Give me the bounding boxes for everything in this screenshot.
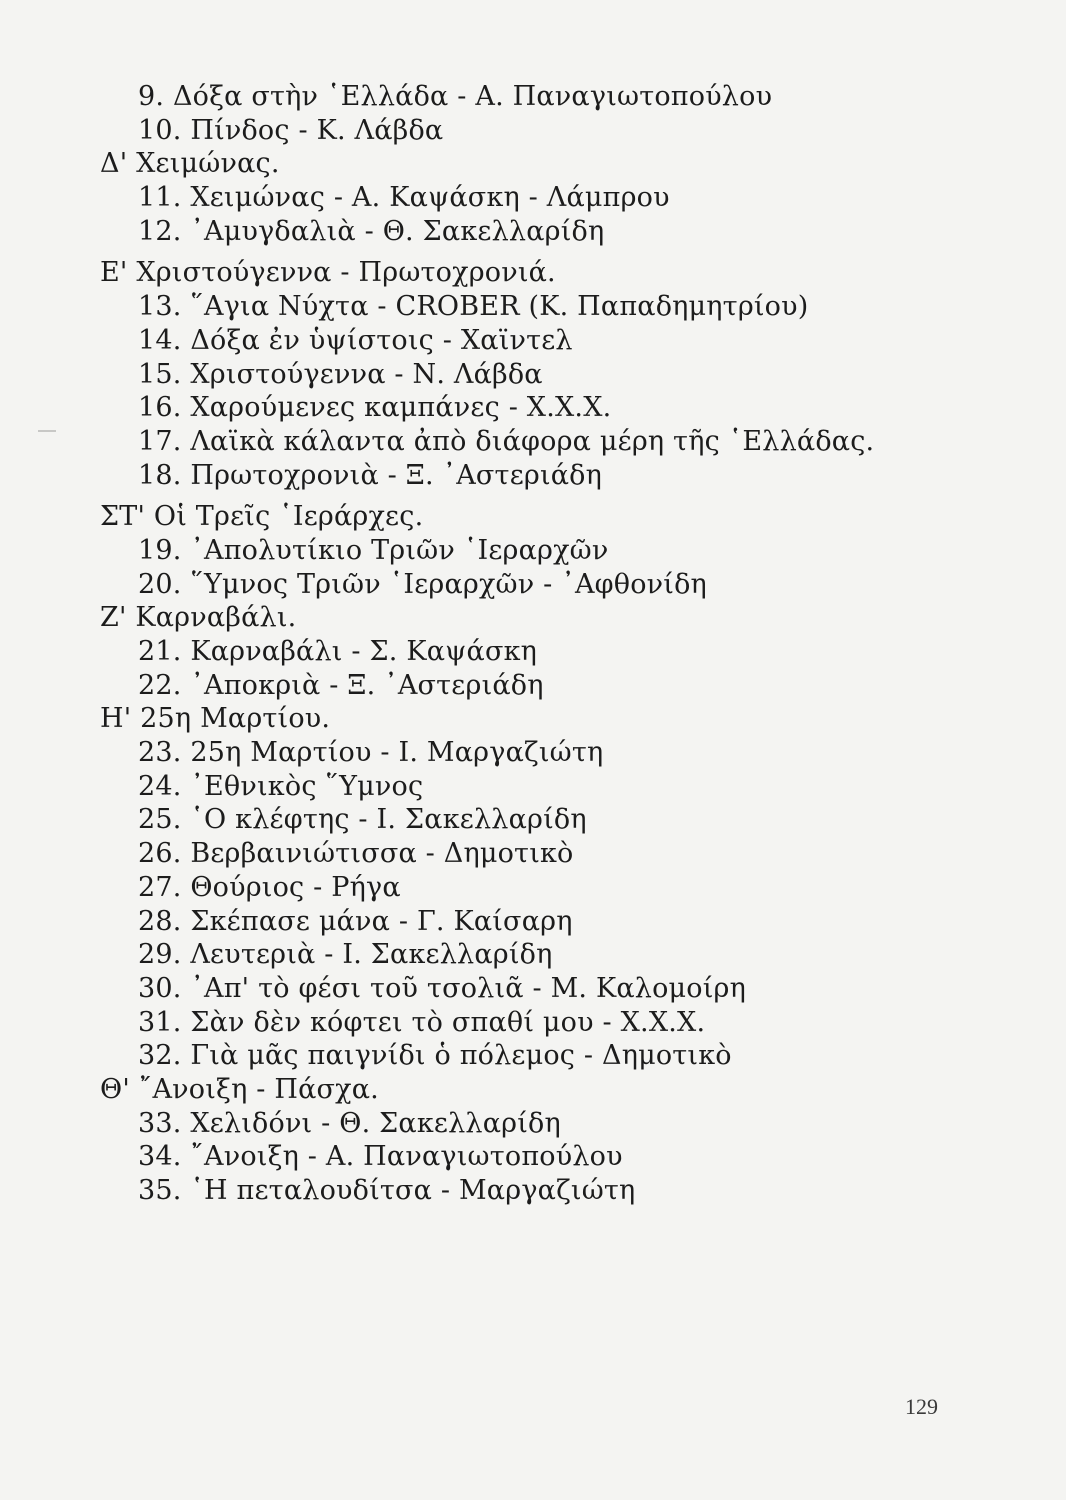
page-number: 129 (905, 1394, 938, 1419)
list-item: 25. ῾Ο κλέφτης - Ι. Σακελλαρίδη (138, 804, 587, 836)
list-item: 26. Βερβαινιώτισσα - Δημοτικὸ (138, 838, 574, 870)
list-item: 16. Χαρούμενες καμπάνες - Χ.Χ.Χ. (138, 392, 612, 424)
list-item: 14. Δόξα ἐν ὑψίστοις - Χαϊντελ (138, 324, 573, 356)
list-item: 32. Γιὰ μᾶς παιγνίδι ὁ πόλεμος - Δημοτικὸ (138, 1040, 732, 1072)
list-item: 34. ῎Ανοιξη - Α. Παναγιωτοπούλου (138, 1141, 623, 1173)
list-item: 10. Πίνδος - Κ. Λάβδα (138, 114, 444, 146)
list-item: 30. ᾿Απ' τὸ φέσι τοῦ τσολιᾶ - Μ. Καλομοίρη (138, 972, 746, 1004)
list-item: 31. Σὰν δὲν κόφτει τὸ σπαθί μου - Χ.Χ.Χ. (138, 1006, 706, 1038)
section-heading: Θ' ῎Ανοιξη - Πάσχα. (100, 1073, 379, 1105)
list-item: 24. ᾿Εθνικὸς ῞Υμνος (138, 770, 424, 802)
list-item: 11. Χειμώνας - Α. Καψάσκη - Λάμπρου (138, 182, 670, 214)
list-item: 27. Θούριος - Ρήγα (138, 871, 401, 903)
list-item: 21. Καρναβάλι - Σ. Καψάσκη (138, 636, 538, 667)
section-heading: ΣΤ' Οἱ Τρεῖς ῾Ιεράρχες. (100, 501, 424, 533)
list-item: 22. ᾿Αποκριὰ - Ξ. ᾿Αστεριάδη (138, 669, 544, 701)
list-item: 9. Δόξα στὴν ῾Ελλάδα - Α. Παναγιωτοπούλου (138, 81, 773, 112)
list-item: 19. ᾿Απολυτίκιο Τριῶν ῾Ιεραρχῶν (138, 534, 609, 566)
list-item: 20. ῞Υμνος Τριῶν ῾Ιεραρχῶν - ᾿Αφθονίδη (138, 568, 707, 600)
section-heading: Ε' Χριστούγεννα - Πρωτοχρονιά. (100, 257, 556, 289)
list-item: 35. ῾Η πεταλουδίτσα - Μαργαζιώτη (138, 1175, 636, 1206)
list-item: 29. Λευτεριὰ - Ι. Σακελλαρίδη (138, 939, 553, 971)
list-item: 23. 25η Μαρτίου - Ι. Μαργαζιώτη (138, 737, 604, 769)
margin-mark (38, 430, 56, 432)
section-heading: Δ' Χειμώνας. (100, 148, 280, 180)
section-heading: Ζ' Καρναβάλι. (100, 602, 297, 634)
song-list (100, 80, 960, 1208)
list-item: 12. ᾿Αμυγδαλιὰ - Θ. Σακελλαρίδη (138, 215, 605, 247)
list-item: 17. Λαϊκὰ κάλαντα ἀπὸ διάφορα μέρη τῆς ῾Ελλάδας. (138, 425, 875, 457)
section-heading: Η' 25η Μαρτίου. (100, 703, 331, 735)
list-item: 28. Σκέπασε μάνα - Γ. Καίσαρη (138, 905, 573, 937)
list-item: 15. Χριστούγεννα - Ν. Λάβδα (138, 358, 543, 390)
list-item: 13. ῞Αγια Νύχτα - CROBER (Κ. Παπαδημητρίου) (138, 291, 809, 323)
list-item: 18. Πρωτοχρονιὰ - Ξ. ᾿Αστεριάδη (138, 459, 603, 491)
list-item: 33. Χελιδόνι - Θ. Σακελλαρίδη (138, 1107, 561, 1139)
